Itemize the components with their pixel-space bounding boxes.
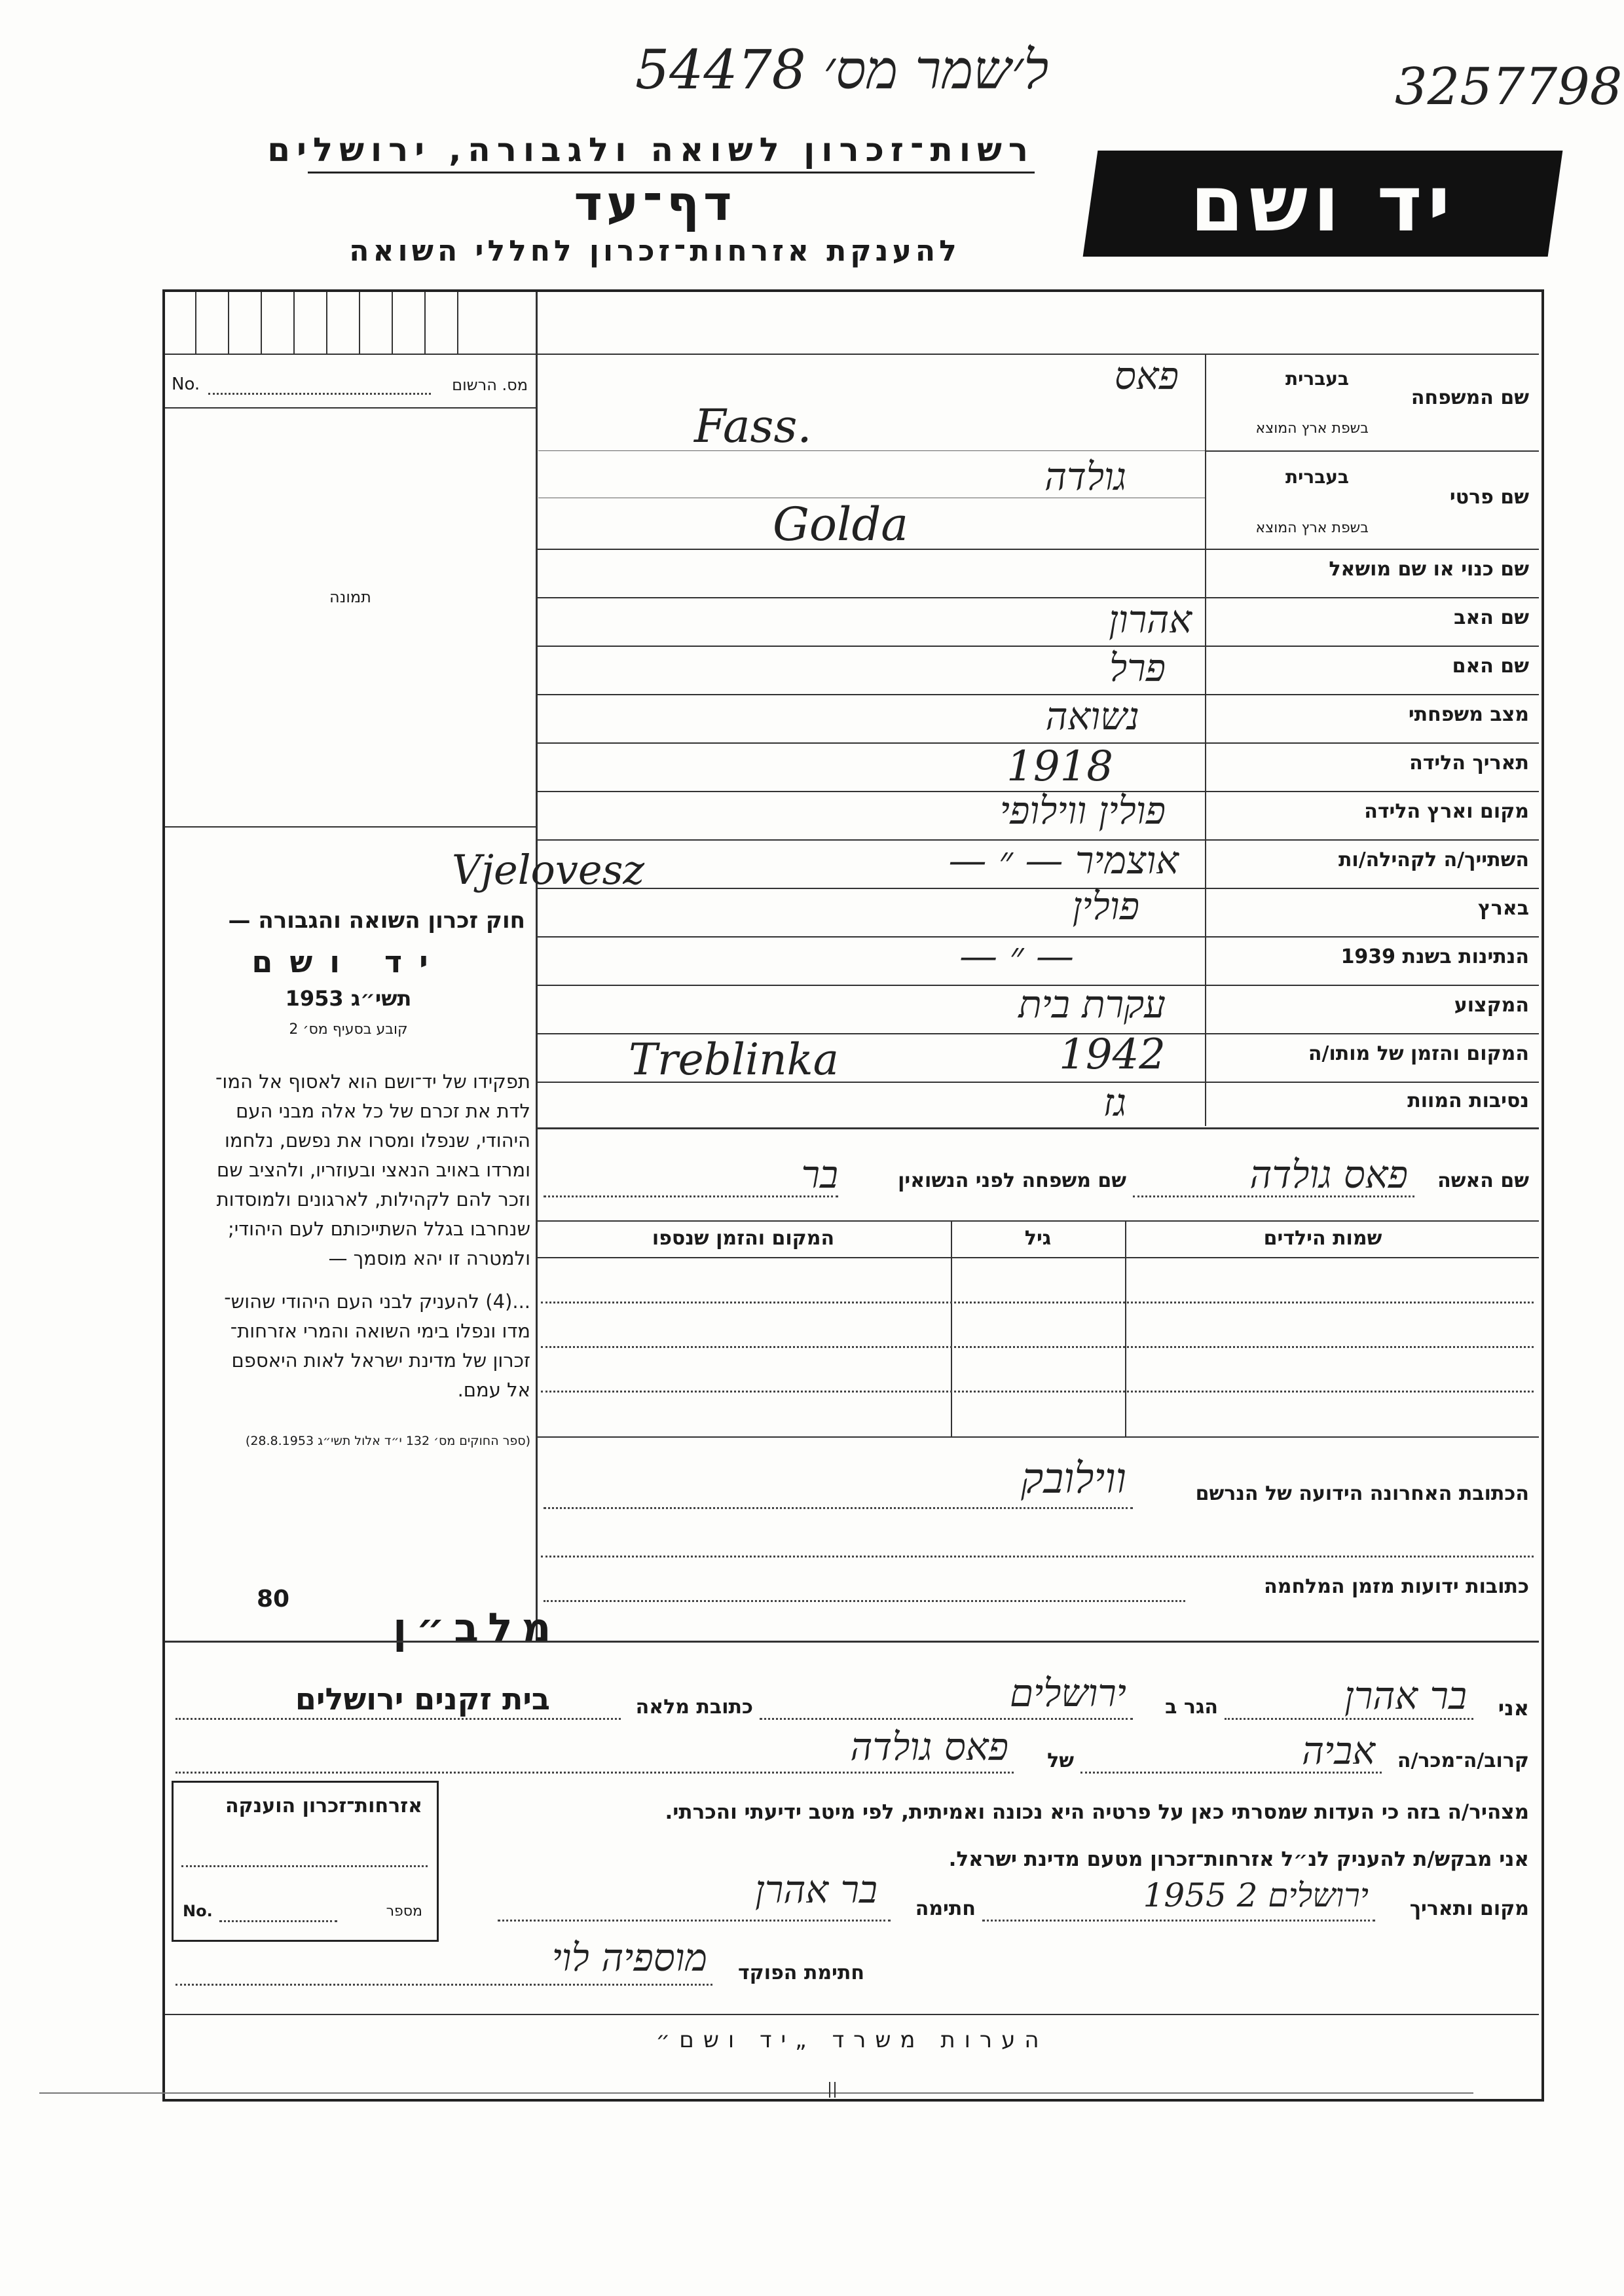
marital-status-value: נשואה bbox=[1045, 694, 1139, 738]
death-place-local: Treblinka bbox=[629, 1034, 839, 1085]
resides-label: הגר ב bbox=[1165, 1696, 1218, 1719]
logo-text: יד ושם bbox=[1190, 158, 1456, 249]
signature-label: חתימה bbox=[915, 1897, 976, 1920]
declaration-text: מצהיר/ה בזה כי העדות שמסרתי כאן על פרטיה היא נכונה ואמיתית, לפי מיטב ידיעתי והכרתי. bbox=[665, 1800, 1529, 1824]
footer-remarks: הערות משרד „יד ושם״ bbox=[655, 2027, 1048, 2053]
first-name-hebrew: גולדה bbox=[1044, 454, 1126, 499]
place-date-value: ירושלים 2 1955 bbox=[1143, 1876, 1369, 1914]
first-name-local: Golda bbox=[773, 498, 908, 551]
community-value: אוצמיר — ״ — bbox=[948, 838, 1179, 883]
law-line: אל עמם. bbox=[457, 1379, 530, 1401]
law-name: יד ושם bbox=[251, 944, 445, 979]
citizenship-box-number-en: No. bbox=[183, 1902, 213, 1920]
yad-vashem-logo bbox=[1083, 151, 1563, 257]
maiden-name-label: שם משפחה לפני הנשואין bbox=[898, 1169, 1126, 1192]
father-name-label: שם האב bbox=[1454, 606, 1529, 629]
family-name-hebrew: פאס bbox=[1114, 354, 1179, 398]
father-name-value: אהרון bbox=[1109, 597, 1192, 642]
children-age-header: גיל bbox=[1024, 1227, 1052, 1250]
place-date-label: מקום ותאריך bbox=[1409, 1897, 1529, 1920]
death-year-value: 1942 bbox=[1059, 1030, 1166, 1079]
law-text-2 bbox=[172, 1287, 530, 1405]
birth-place-value: פולין ווילופי bbox=[999, 788, 1166, 833]
declarant-name: בר אהרן bbox=[1344, 1673, 1467, 1718]
family-name-local: Fass. bbox=[694, 399, 812, 453]
children-place-time-header: המקום והזמן שנספו bbox=[652, 1227, 835, 1250]
law-line: שנחרבו בגלל השתייכותם לעם היהודי; bbox=[227, 1218, 530, 1240]
law-line: ומרדו באויב הנאצי ובעוזריו, ולהציב שם bbox=[216, 1159, 530, 1181]
last-address-label: הכתובת האחרונה הידועה של הנרשם bbox=[1195, 1482, 1529, 1505]
declarant-signature: בר אהרן bbox=[755, 1867, 877, 1912]
profession-value: עקרת בית bbox=[1018, 982, 1166, 1027]
last-address-value: ווילובק bbox=[1021, 1455, 1126, 1503]
page-subtitle: להענקת אזרחות־זכרון לחללי השואה bbox=[349, 234, 961, 268]
law-line: ולמטרה זו יהא מוסמך — bbox=[328, 1247, 530, 1269]
war-addresses-label: כתובות ידועות מזמן המלחמה bbox=[1264, 1575, 1529, 1598]
spouse-label: שם האשה bbox=[1437, 1169, 1529, 1192]
declarant-city: ירושלים bbox=[1009, 1671, 1126, 1715]
law-line: היהודי, שנפלו ומסרו את נפשם, נלחמו bbox=[224, 1129, 530, 1152]
citizenship-1939-label: הנתינות בשנת 1939 bbox=[1340, 945, 1529, 968]
registration-no-en: No. bbox=[172, 374, 200, 394]
law-title: חוק זכרון השואה והגבורה — bbox=[228, 907, 525, 934]
children-names-header: שמות הילדים bbox=[1263, 1227, 1382, 1250]
country-value: פולין bbox=[1072, 884, 1139, 928]
authority-name: רשות־זכרון לשואה ולגבורה, ירושלים bbox=[267, 131, 1035, 169]
page-title: דף־עד bbox=[574, 175, 736, 232]
law-line: מדו ונפלו בימי השואה והמרי אזרחות־ bbox=[230, 1320, 530, 1342]
law-line: ...(4) להעניק לבני העם היהודי שהוש־ bbox=[224, 1290, 530, 1313]
top-right-number: 3257798 bbox=[1395, 58, 1623, 117]
law-source: (ספר החוקים מס׳ 132 י״ד אלול תשי״ג 28.8.1953) bbox=[245, 1434, 530, 1448]
death-circumstances-label: נסיבות המוות bbox=[1407, 1089, 1529, 1112]
maiden-name-value: בר bbox=[801, 1152, 838, 1197]
death-circumstances-value: גז bbox=[1103, 1080, 1126, 1125]
stamp-number: 80 bbox=[257, 1586, 290, 1613]
relation-of-value: פאס גולדה bbox=[850, 1724, 1008, 1769]
profession-label: המקצוע bbox=[1454, 994, 1529, 1017]
declarant-i-label: אני bbox=[1498, 1696, 1529, 1721]
family-name-label: שם המשפחה bbox=[1411, 386, 1529, 409]
family-name-sub-local: בשפת ארץ המוצא bbox=[1255, 420, 1369, 437]
officer-signature: מוספיה לוי bbox=[551, 1935, 707, 1980]
relation-value: אביה bbox=[1302, 1728, 1375, 1773]
first-name-sub-local: בשפת ארץ המוצא bbox=[1255, 520, 1369, 536]
full-address-label: כתובת מלאה bbox=[635, 1696, 753, 1719]
law-text-1 bbox=[172, 1067, 530, 1273]
mother-name-label: שם האם bbox=[1452, 655, 1529, 678]
country-label: בארץ bbox=[1477, 897, 1529, 920]
citizenship-granted-box bbox=[172, 1781, 439, 1942]
declarant-full-address: בית זקנים ירושלים bbox=[295, 1681, 550, 1717]
photo-label: תמונה bbox=[329, 588, 371, 606]
death-place-time-label: המקום והזמן של מותו/ה bbox=[1308, 1042, 1529, 1065]
citizenship-box-number-label: מספר bbox=[386, 1903, 422, 1920]
citizenship-1939-value: — ״ — bbox=[959, 934, 1074, 978]
community-local: Vjelovesz bbox=[452, 846, 645, 894]
law-line: תפקידו של יד־ושם הוא לאסוף אל המו־ bbox=[215, 1070, 530, 1093]
citizenship-box-title: אזרחות־זכרון הוענקה bbox=[225, 1795, 422, 1817]
birth-date-label: תאריך הלידה bbox=[1409, 752, 1529, 774]
birth-place-label: מקום וארץ הלידה bbox=[1364, 800, 1529, 823]
spouse-value: פאס גולדה bbox=[1249, 1152, 1408, 1197]
family-name-sub-hebrew: בעברית bbox=[1285, 368, 1349, 390]
community-label: השתייך/ה לקהילה/ות bbox=[1338, 848, 1529, 871]
marital-status-label: מצב משפחתי bbox=[1408, 703, 1529, 726]
officer-signature-label: חתימת הפוקד bbox=[738, 1961, 864, 1984]
top-annotation: 54478 ל׳שמר מס׳ bbox=[635, 39, 1049, 101]
first-name-sub-hebrew: בעברית bbox=[1285, 466, 1349, 488]
stamp-text: מלב״ן bbox=[393, 1604, 561, 1652]
law-clause: קובע בסעיף מס׳ 2 bbox=[289, 1021, 408, 1038]
registration-no-label: מס. הרשום bbox=[452, 376, 528, 394]
birth-date-value: 1918 bbox=[1006, 742, 1113, 791]
law-line: וזכר להם לקהילות, לארגונים ולמוסדות bbox=[216, 1188, 530, 1211]
mother-name-value: פרל bbox=[1109, 646, 1166, 690]
of-label: של bbox=[1047, 1749, 1074, 1772]
law-line: זכרון של מדינת ישראל לאות היאספם bbox=[231, 1349, 530, 1372]
law-line: לדת את זכרם של כל אלה מבני העם bbox=[236, 1100, 530, 1122]
law-year: תשי״ג 1953 bbox=[285, 986, 412, 1011]
first-name-label: שם פרטי bbox=[1449, 486, 1529, 509]
nickname-label: שם כנוי או שם מושאל bbox=[1329, 558, 1529, 581]
request-text: אני מבקש/ת להעניק לנ״ל אזרחות־זכרון מטעם מדינת ישראל. bbox=[948, 1848, 1529, 1871]
relative-label: קרוב/ה־מכר/ה bbox=[1397, 1749, 1529, 1772]
